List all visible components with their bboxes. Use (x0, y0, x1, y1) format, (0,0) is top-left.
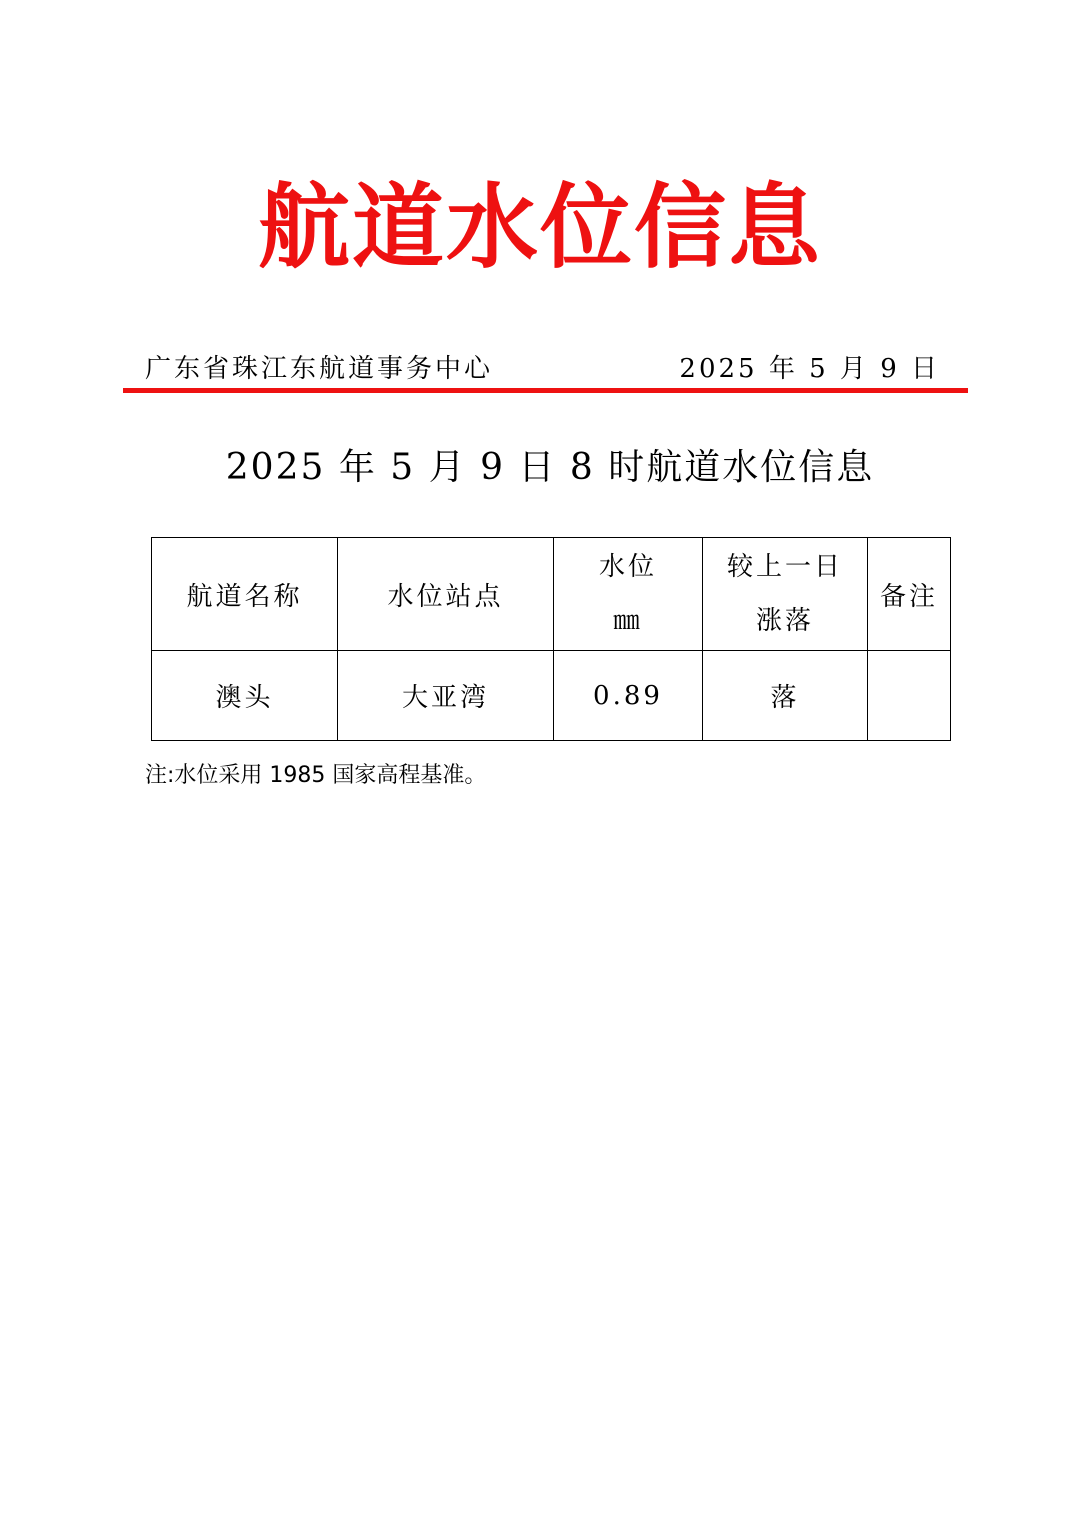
cell-level: 0.89 (554, 651, 703, 741)
header-change-line1: 较上一日 (726, 552, 843, 582)
water-level-table (151, 537, 951, 741)
red-divider (123, 388, 968, 393)
footnote: 注:水位采用 1985 国家高程基准。 (145, 763, 487, 788)
cell-change: 落 (703, 651, 868, 741)
cell-station: 大亚湾 (338, 651, 554, 741)
table-row (152, 651, 951, 741)
document-title: 2025 年 5 月 9 日 8 时航道水位信息 (225, 447, 875, 488)
cell-waterway: 澳头 (152, 651, 338, 741)
cell-remarks (868, 651, 951, 741)
header-remarks: 备注 (868, 538, 951, 651)
masthead-title: 航道水位信息 (257, 174, 822, 281)
issue-date: 2025 年 5 月 9 日 (679, 354, 940, 384)
table-header-row (152, 538, 951, 651)
header-change (703, 538, 868, 651)
header-level-unit: ㎜ (613, 606, 643, 636)
header-level (554, 538, 703, 651)
header-level-label: 水位 (598, 552, 657, 582)
header-waterway: 航道名称 (152, 538, 338, 651)
header-change-line2: 涨落 (755, 606, 814, 636)
header-station: 水位站点 (338, 538, 554, 651)
issuer-name: 广东省珠江东航道事务中心 (145, 354, 494, 384)
